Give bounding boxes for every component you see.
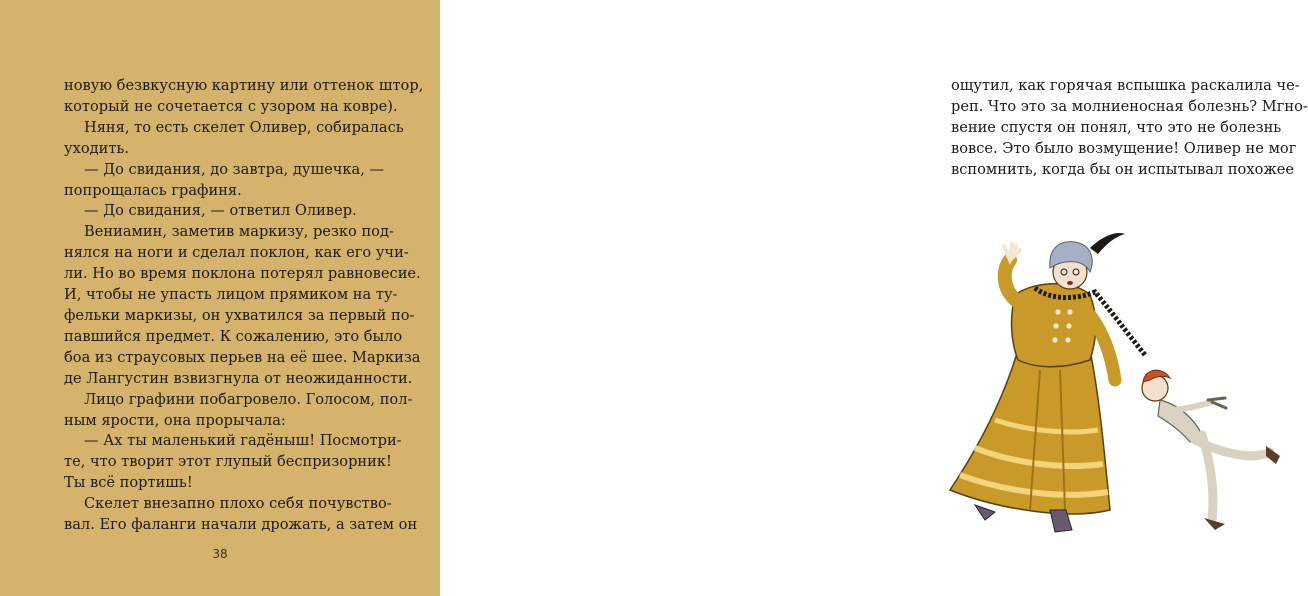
left_page-line: попрощалась графиня. [64, 181, 242, 199]
left_page-line: павшийся предмет. К сожалению, это было [64, 327, 403, 345]
left_page-line: И, чтобы не упасть лицом прямиком на ту- [64, 286, 398, 304]
right_page-line: вовсе. Это было возмущение! Оливер не мог [951, 139, 1297, 157]
left_page-line: нялся на ноги и сделал поклон, как его учи- [64, 244, 409, 262]
left-page-text [64, 76, 424, 536]
right-page [440, 0, 1308, 596]
left_page-line: — Ах ты маленький гадёныш! Посмотри- [84, 432, 402, 450]
left_page-line: уходить. [64, 139, 129, 157]
page-number: 38 [212, 547, 228, 561]
left-page [0, 0, 440, 596]
left_page-line: — До свидания, до завтра, душечка, — [84, 160, 385, 178]
left_page-line: Ты всё портишь! [64, 474, 193, 492]
right-page-text [951, 76, 1308, 181]
left_page-line: вал. Его фаланги начали дрожать, а затем он [64, 516, 418, 534]
right_page-line: реп. Что это за молниеносная болезнь? Мгно- [951, 97, 1308, 115]
left_page-line: фельки маркизы, он ухватился за первый по- [64, 306, 415, 324]
left_page-line: де Лангустин взвизгнула от неожиданности. [64, 369, 413, 387]
left_page-line: Няня, то есть скелет Оливер, собиралась [84, 118, 404, 136]
left_page-line: который не сочетается с узором на ковре). [64, 97, 398, 115]
left_page-line: ным ярости, она прорычала: [64, 411, 286, 429]
hat-feather [1090, 233, 1125, 254]
left_page-line: Вениамин, заметив маркизу, резко под- [84, 223, 394, 241]
left_page-line: те, что творит этот глупый беспризорник! [64, 453, 392, 471]
illustration-marquise-and-boy [940, 220, 1290, 550]
left_page-line: новую безвкусную картину или оттенок штор, [64, 77, 424, 94]
left_page-line: Скелет внезапно плохо себя почувство- [84, 495, 392, 513]
right_page-line: ощутил, как горячая вспышка раскалила че- [951, 77, 1300, 94]
left_page-line: — До свидания, — ответил Оливер. [84, 202, 357, 220]
left_page-line: ли. Но во время поклона потерял равновесие. [64, 265, 421, 283]
boy-figure [1142, 370, 1280, 530]
right_page-line: вспомнить, когда бы он испытывал похожее [951, 160, 1295, 178]
left_page-line: боа из страусовых перьев на её шее. Маркиза [64, 348, 421, 366]
right_page-line: вение спустя он понял, что это не болезнь [951, 118, 1282, 136]
marquise-figure [950, 233, 1145, 532]
left_page-line: Лицо графини побагровело. Голосом, пол- [84, 390, 413, 408]
